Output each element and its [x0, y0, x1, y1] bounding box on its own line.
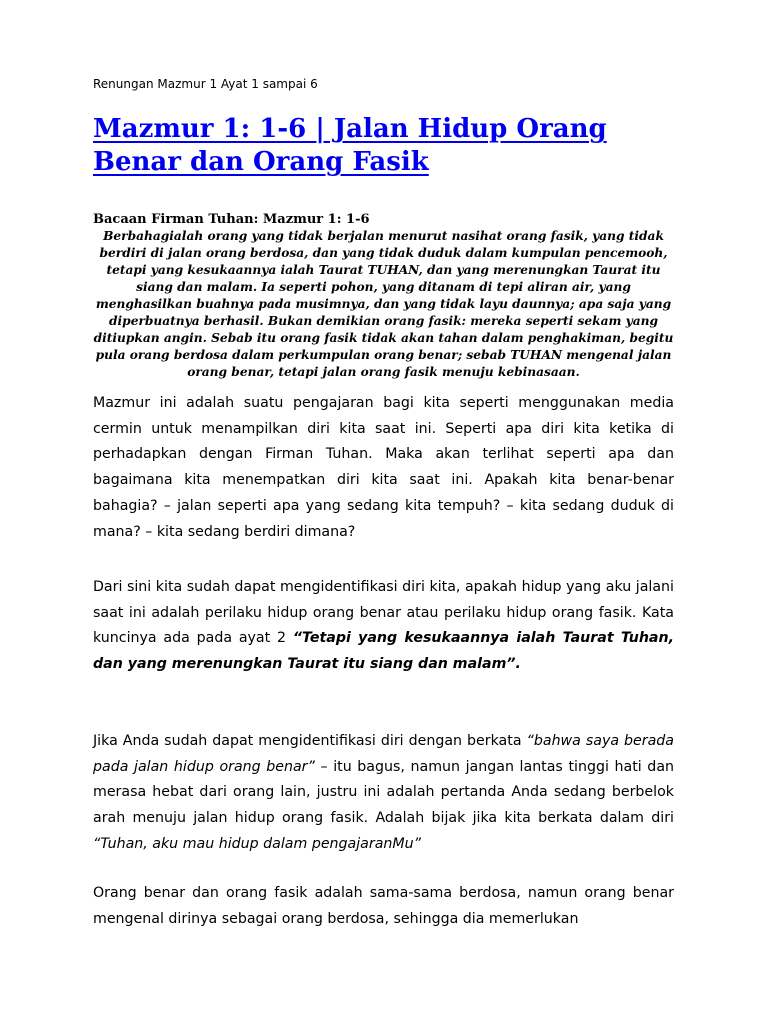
paragraph-2	[93, 575, 674, 678]
paragraph-3	[93, 729, 674, 858]
paragraph-2-text: Dari sini kita sudah dapat mengidentifikasi diri kita, apakah hidup yang aku jalani saat ini adalah perilaku hidup orang benar atau perilaku hidup orang fasik. Kata kuncinya ada pada ayat 2	[93, 579, 674, 647]
scripture-passage: Berbahagialah orang yang tidak berjalan menurut nasihat orang fasik, yang tidak berdiri di jalan orang berdosa, dan yang tidak duduk dalam kumpulan pencemooh, tetapi yang kesukaannya ialah Taurat TUHAN, dan yang merenungkan Taurat itu siang dan malam. Ia seperti pohon, yang ditanam di tepi aliran air, yang menghasilkan buahnya pada musimnya, dan yang tidak layu daunnya; apa saja yang diperbuatnya berhasil. Bukan demikian orang fasik: mereka seperti sekam yang ditiupkan angin. Sebab itu orang fasik tidak akan tahan dalam penghakiman, begitu pula orang berdosa dalam perkumpulan orang benar; sebab TUHAN mengenal jalan orang benar, tetapi jalan orang fasik menuju kebinasaan.	[93, 229, 674, 379]
article-title-link[interactable]: Mazmur 1: 1-6 | Jalan Hidup Orang Benar dan Orang Fasik	[93, 114, 607, 177]
paragraph-1: Mazmur ini adalah suatu pengajaran bagi kita seperti menggunakan media cermin untuk menampilkan diri kita saat ini. Seperti apa diri kita ketika di perhadapkan dengan Firman Tuhan. Maka akan terlihat seperti apa dan bagaimana kita menempatkan diri kita saat ini. Apakah kita benar-benar bahagia? – jalan seperti apa yang sedang kita tempuh? – kita sedang duduk di mana? – kita sedang berdiri dimana?	[93, 395, 674, 540]
paragraph-4: Orang benar dan orang fasik adalah sama-sama berdosa, namun orang benar mengenal dirinya sebagai orang berdosa, sehingga dia memerlukan	[93, 885, 674, 927]
document-header: Renungan Mazmur 1 Ayat 1 sampai 6	[93, 77, 318, 91]
paragraph-2-emphasis: “Tetapi yang kesukaannya ialah Taurat Tuhan, dan yang merenungkan Taurat itu siang dan malam”.	[93, 630, 674, 673]
paragraph-3-text-2: – itu bagus, namun jangan lantas tinggi hati dan merasa hebat dari orang lain, justru ini adalah pertanda Anda sedang berbelok arah menuju jalan hidup orang fasik. Adalah bijak jika kita berkata dalam diri	[93, 758, 674, 827]
reading-heading: Bacaan Firman Tuhan: Mazmur 1: 1-6	[93, 212, 370, 227]
paragraph-3-text-1: Jika Anda sudah dapat mengidentifikasi diri dengan berkata	[93, 733, 527, 749]
paragraph-3-quote-2: “Tuhan, aku mau hidup dalam pengajaranMu”	[93, 835, 421, 852]
paragraph-3-quote-1: “bahwa saya berada pada jalan hidup orang benar”	[93, 733, 674, 775]
